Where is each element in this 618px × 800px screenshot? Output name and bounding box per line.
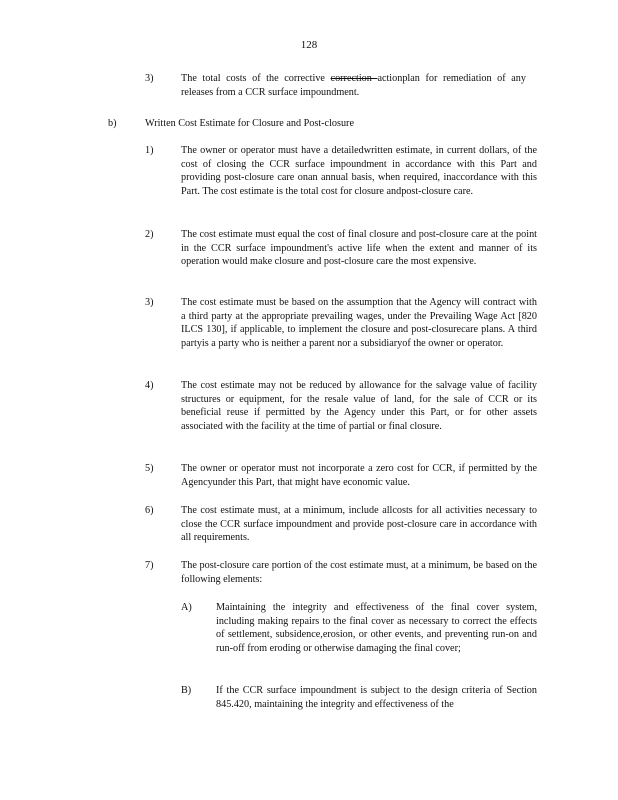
subitem-text: Maintaining the integrity and effectiveness of the final cover system, including making repairs to the final cover as necessary to correct the effects of settlement, subsidence,erosion, or other events, and preventing run-on and run-off from eroding or otherwise damaging the final cover; [216, 602, 537, 654]
item-text: The post-closure care portion of the cost estimate must, at a minimum, be based on the following elements: [181, 560, 537, 585]
item-label: 7) [145, 560, 154, 571]
item-label: 5) [145, 463, 154, 474]
item-text: The cost estimate must, at a minimum, include allcosts for all activities necessary to close the CCR surface impoundment and provide post-closure care in accordance with all requirements. [181, 505, 537, 544]
subitem-label: A) [181, 602, 192, 613]
page-number: 128 [300, 39, 318, 51]
subitem-label: B) [181, 685, 192, 696]
section-label: b) [108, 118, 117, 129]
item-text: The cost estimate may not be reduced by allowance for the salvage value of facility structures or equipment, for the resale value of land, for the sale of CCR or its beneficial reuse if permitted by the Agency under this Part, or for other assets associated with the facility at the time of partial or final closure. [181, 380, 537, 432]
item-label: 2) [145, 229, 154, 240]
item-label: 6) [145, 505, 154, 516]
item-text: The cost estimate must be based on the assumption that the Agency will contract with a third party at the appropriate prevailing wages, under the Prevailing Wage Act [820 ILCS 130], if applicable, to implement the closure and post-closurecare plans. A third partyis a party who is neither a parent nor a subsidiaryof the owner or operator. [181, 297, 537, 349]
item-text: The cost estimate must equal the cost of final closure and post-closure care at the point in the CCR surface impoundment's active life when the extent and manner of its operation would make closure and post-closure care the most expensive. [181, 229, 537, 268]
item-label: 4) [145, 380, 154, 391]
item-label: 1) [145, 145, 154, 156]
item-label: 3) [145, 297, 154, 308]
item-text: The owner or operator must have a detailedwritten estimate, in current dollars, of the cost of closing the CCR surface impoundment in accordance with this Part and providing post-closure care onan annual basis, when required, inaccordance with this Part. The cost estimate is the total cost for closure andpost-closure care. [181, 145, 537, 197]
item-text: The owner or operator must not incorporate a zero cost for CCR, if permitted by the Agencyunder this Part, that might have economic value. [181, 463, 537, 488]
struck-text: correction [330, 73, 378, 84]
subitem-text: If the CCR surface impoundment is subject to the design criteria of Section 845.420, maintaining the integrity and effectiveness of the [216, 685, 537, 710]
section-title: Written Cost Estimate for Closure and Post-closure [145, 118, 354, 129]
item-label: 3) [145, 73, 154, 84]
item-text: The total costs of the corrective correction actionplan for remediation of any releases from a CCR surface impoundment. [181, 73, 526, 98]
